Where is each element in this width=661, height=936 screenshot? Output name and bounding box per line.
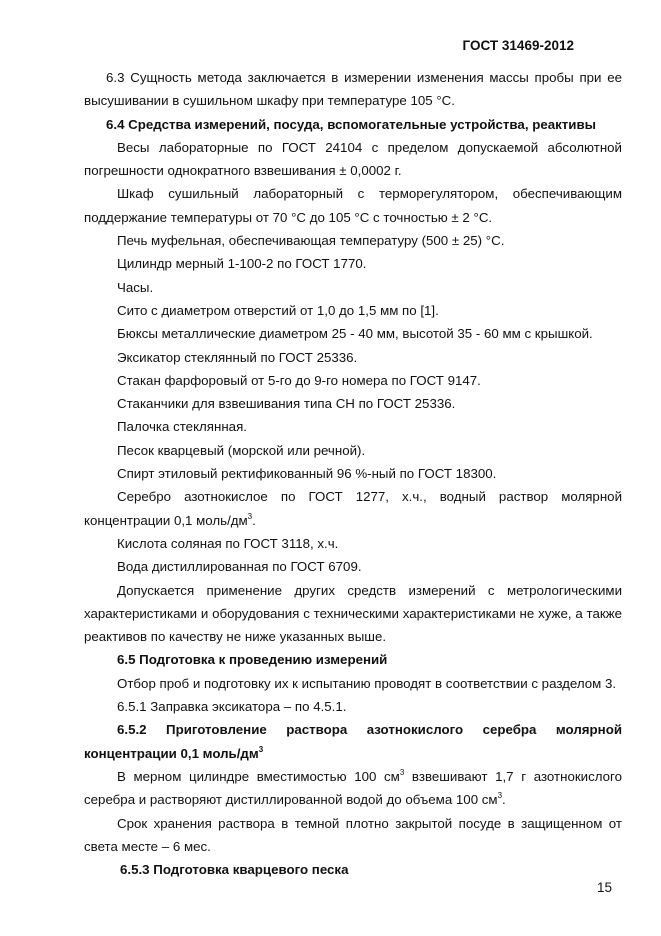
allowance-paragraph: Допускается применение других средств измерений с метрологическими характеристиками и оборудования с техническими характеристиками не хуже, а также реактивов по качеству не ниже указанных выше. [84,582,622,645]
page-body [84,66,622,881]
list-item: Эксикатор стеклянный по ГОСТ 25336. [117,349,358,365]
list-item: Цилиндр мерный 1-100-2 по ГОСТ 1770. [117,256,367,272]
list-item: Весы лабораторные по ГОСТ 24104 с пределом допускаемой абсолютной погрешности однократного взвешивания ± 0,0002 г. [84,139,622,179]
heading-6-5-2-sup: 3 [258,744,264,754]
list-item: Сито с диаметром отверстий от 1,0 до 1,5 мм по [1]. [117,302,439,318]
list-item: Шкаф сушильный лабораторный с терморегулятором, обеспечивающим поддержание температуры от 70 °С до 105 °С с точностью ± 2 °С. [84,186,622,225]
silver-sup: 3 [247,511,253,521]
list-item: Кислота соляная по ГОСТ 3118, х.ч. [117,535,339,551]
heading-6-5-2 [84,718,622,765]
p652-c: . [502,792,506,808]
silver-nitrate-item [84,485,622,532]
list-item: Спирт этиловый ректификованный 96 %-ный по ГОСТ 18300. [117,466,497,482]
p652-a: В мерном цилиндре вместимостью 100 см [117,768,400,784]
p652-b: взвешивают 1,7 г азотнокислого серебра и растворяют дистиллированной водой до объема 100 см [84,768,622,808]
list-item: Стакан фарфоровый от 5-го до 9-го номера по ГОСТ 9147. [117,372,481,388]
heading-6-4: 6.4 Средства измерений, посуда, вспомогательные устройства, реактивы [106,116,596,132]
heading-6-5: 6.5 Подготовка к проведению измерений [117,652,388,668]
silver-end: . [252,512,256,528]
storage-paragraph: Срок хранения раствора в темной плотно закрытой посуде в защищенном от света месте – 6 мес. [84,815,622,854]
list-item: Бюксы металлические диаметром 25 - 40 мм, высотой 35 - 60 мм с крышкой. [117,326,593,342]
section-6-3: 6.3 Сущность метода заключается в измерении изменения массы пробы при ее высушивании в сушильном шкафу при температуре 105 °С. [84,70,622,109]
heading-6-5-2-text: 6.5.2 Приготовление раствора азотнокислого серебра молярной концентрации 0,1 моль/дм [84,722,622,761]
p652-sup2: 3 [497,791,503,801]
list-item: Стаканчики для взвешивания типа СН по ГОСТ 25336. [117,396,456,412]
list-item: Палочка стеклянная. [117,419,247,435]
section-6-5-1: 6.5.1 Заправка эксикатора – по 4.5.1. [117,699,347,715]
section-6-5-2-text [84,765,622,812]
list-item: Печь муфельная, обеспечивающая температуру (500 ± 25) °С. [117,233,505,249]
section-6-5-text: Отбор проб и подготовку их к испытанию проводят в соответствии с разделом 3. [117,675,617,691]
silver-text: Серебро азотнокислое по ГОСТ 1277, х.ч., водный раствор молярной концентрации 0,1 моль/дм [84,489,622,528]
heading-6-5-3: 6.5.3 Подготовка кварцевого песка [120,862,349,878]
page-number: 15 [597,880,613,895]
list-item: Вода дистиллированная по ГОСТ 6709. [117,559,362,575]
standard-code-header: ГОСТ 31469-2012 [462,38,574,53]
list-item: Часы. [117,279,154,295]
list-item: Песок кварцевый (морской или речной). [117,442,366,458]
p652-sup1: 3 [399,767,405,777]
